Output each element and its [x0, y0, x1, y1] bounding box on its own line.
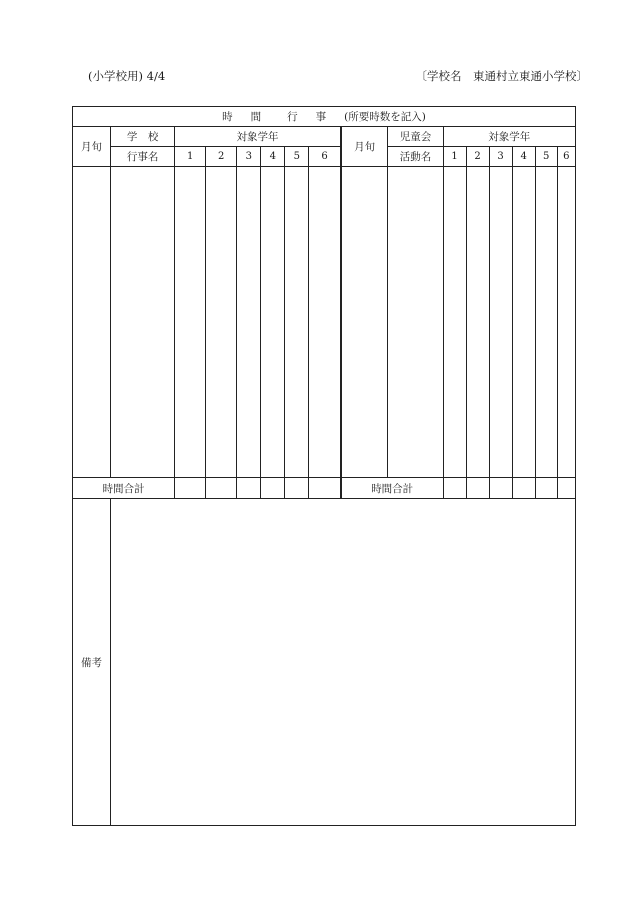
- grade-4-left: 4: [261, 147, 285, 167]
- month-header-right: 月旬: [341, 127, 388, 167]
- header-row-1: [73, 127, 576, 147]
- total-cell-right[interactable]: [535, 478, 557, 499]
- total-cell-right[interactable]: [489, 478, 512, 499]
- grade-5-right: 5: [535, 147, 557, 167]
- total-row: [73, 478, 576, 499]
- grade-cell-left[interactable]: [206, 167, 237, 478]
- month-cell-right[interactable]: [341, 167, 388, 478]
- title-note: (所要時数を記入): [344, 111, 426, 123]
- grade-cell-right[interactable]: [489, 167, 512, 478]
- grade-5-left: 5: [285, 147, 309, 167]
- grade-6-right: 6: [557, 147, 575, 167]
- total-cell-left[interactable]: [175, 478, 206, 499]
- table-title: [73, 107, 576, 127]
- header-row-2: [73, 147, 576, 167]
- entry-row: [73, 167, 576, 478]
- grade-cell-left[interactable]: [175, 167, 206, 478]
- total-cell-right[interactable]: [443, 478, 466, 499]
- target-grade-header-right: 対象学年: [443, 127, 575, 147]
- grade-3-right: 3: [489, 147, 512, 167]
- remarks-field[interactable]: [111, 499, 576, 826]
- title-char: 時: [222, 111, 233, 123]
- total-cell-left[interactable]: [309, 478, 341, 499]
- grade-1-left: 1: [175, 147, 206, 167]
- grade-cell-right[interactable]: [443, 167, 466, 478]
- grade-cell-left[interactable]: [237, 167, 261, 478]
- school-events-table: [72, 106, 576, 826]
- grade-3-left: 3: [237, 147, 261, 167]
- grade-2-right: 2: [466, 147, 489, 167]
- total-cell-left[interactable]: [237, 478, 261, 499]
- grade-cell-right[interactable]: [512, 167, 535, 478]
- total-cell-left[interactable]: [206, 478, 237, 499]
- grade-cell-right[interactable]: [535, 167, 557, 478]
- month-cell-left[interactable]: [73, 167, 111, 478]
- grade-cell-left[interactable]: [309, 167, 341, 478]
- total-cell-right[interactable]: [466, 478, 489, 499]
- title-char: 間: [250, 111, 262, 123]
- grade-1-right: 1: [443, 147, 466, 167]
- school-event-cell[interactable]: [111, 167, 175, 478]
- council-header-bottom: 活動名: [388, 147, 443, 167]
- grade-cell-left[interactable]: [261, 167, 285, 478]
- council-activity-cell[interactable]: [388, 167, 443, 478]
- title-char: 行: [287, 111, 298, 123]
- school-event-header-top: 学 校: [111, 127, 175, 147]
- target-grade-header-left: 対象学年: [175, 127, 341, 147]
- total-label-left: 時間合計: [73, 478, 175, 499]
- grade-cell-right[interactable]: [557, 167, 575, 478]
- total-label-right: 時間合計: [341, 478, 443, 499]
- grade-2-left: 2: [206, 147, 237, 167]
- grade-4-right: 4: [512, 147, 535, 167]
- title-char: 事: [315, 111, 327, 123]
- total-cell-left[interactable]: [285, 478, 309, 499]
- grade-cell-left[interactable]: [285, 167, 309, 478]
- title-row: [73, 107, 576, 127]
- total-cell-right[interactable]: [557, 478, 575, 499]
- school-name-label: 〔学校名 東通村立東通小学校〕: [415, 69, 588, 83]
- grade-cell-right[interactable]: [466, 167, 489, 478]
- remarks-row: [73, 499, 576, 826]
- form-id-label: (小学校用) 4/4: [88, 69, 166, 83]
- month-header-left: 月旬: [73, 127, 111, 167]
- total-cell-left[interactable]: [261, 478, 285, 499]
- school-event-header-bottom: 行事名: [111, 147, 175, 167]
- remarks-label: 備考: [73, 499, 111, 826]
- total-cell-right[interactable]: [512, 478, 535, 499]
- grade-6-left: 6: [309, 147, 341, 167]
- council-header-top: 児童会: [388, 127, 443, 147]
